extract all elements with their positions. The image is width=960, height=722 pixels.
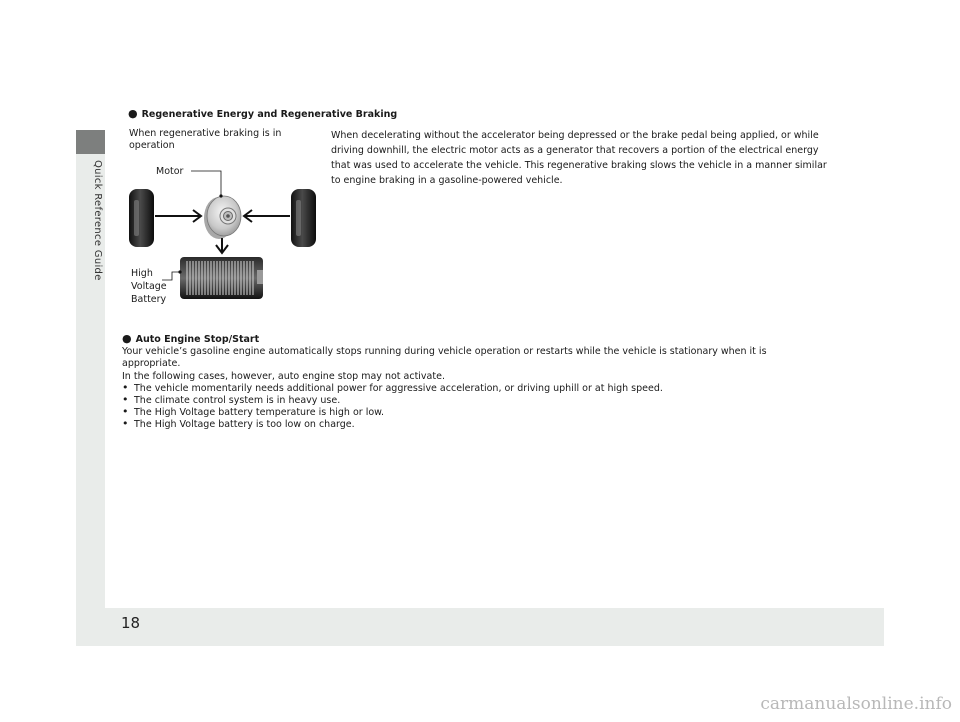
regen-description: When decelerating without the accelerator being depressed or the brake pedal being applied, or while driving downhill, the electric motor acts as a generator that recovers a portion of the electrical energy that was used to accelerate the vehicle. This regenerative braking slows the vehicle in a manner similar to engine braking in a gasoline-powered vehicle. <box>331 130 827 186</box>
down-arrow-icon <box>216 238 228 253</box>
battery-label: High Voltage Battery <box>131 268 167 305</box>
motor-leader-line <box>191 171 221 196</box>
regen-heading-text: Regenerative Energy and Regenerative Braking <box>141 109 398 120</box>
auto-stop-heading <box>122 333 822 346</box>
high-voltage-battery-icon <box>180 257 263 299</box>
motor-label: Motor <box>156 166 184 177</box>
motor-icon <box>204 196 241 239</box>
regen-diagram <box>120 160 330 310</box>
auto-stop-cases-intro: In the following cases, however, auto engine stop may not activate. <box>122 370 445 382</box>
section-tab-marker <box>76 130 105 154</box>
auto-stop-heading-text: Auto Engine Stop/Start <box>135 334 260 345</box>
list-item: • The vehicle momentarily needs additional power for aggressive acceleration, or driving uphill or at high speed. <box>122 383 822 395</box>
diagram-caption: When regenerative braking is in operation <box>129 128 282 151</box>
right-arrow-icon <box>244 210 290 222</box>
page-footer <box>76 608 884 646</box>
battery-leader-line <box>162 272 180 280</box>
bullet-circle-icon: ● <box>128 107 138 120</box>
side-section-label: Quick Reference Guide <box>92 160 103 281</box>
list-item: • The High Voltage battery is too low on charge. <box>122 419 822 431</box>
auto-stop-intro: Your vehicle’s gasoline engine automatically stops running during vehicle operation or restarts while the vehicle is stationary when it is appropriate. <box>122 346 767 370</box>
auto-stop-section <box>122 333 822 432</box>
regen-heading <box>128 107 397 120</box>
list-item: • The High Voltage battery temperature is high or low. <box>122 407 822 419</box>
left-tire-icon <box>129 189 154 247</box>
page-number: 18 <box>121 614 141 632</box>
auto-stop-conditions-list <box>122 383 822 432</box>
watermark: carmanualsonline.info <box>760 694 952 714</box>
right-tire-icon <box>291 189 316 247</box>
list-item: • The climate control system is in heavy use. <box>122 395 822 407</box>
left-arrow-icon <box>155 210 201 222</box>
bullet-circle-icon: ● <box>122 332 132 345</box>
